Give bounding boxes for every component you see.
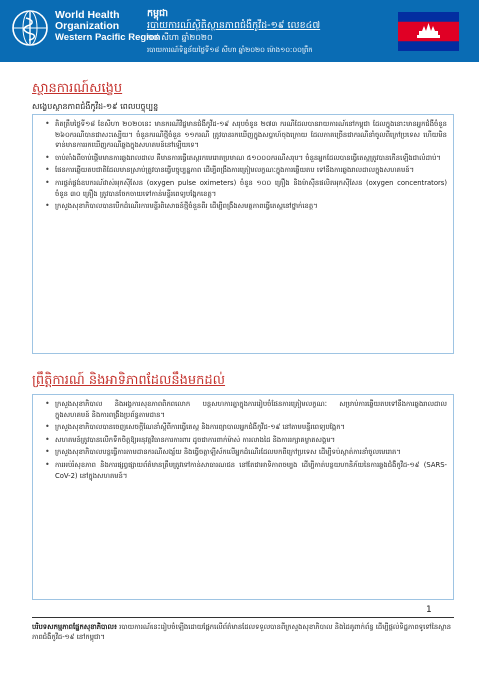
- bullet-item: • ការអប់រំសុខភាព និងការផ្សព្វផ្សាយព័ត៌មានត្រឹមត្រូវទៅកាន់សាធារណជន នៅតែជាអាទិភាពចម្បង ដើម្បីកាត់បន្ថយហានិភ័យនៃការឆ្លងជំងឺកូវីដ-១៩ (SARS-CoV-2) នៅក្នុងសហគមន៍។: [55, 460, 447, 481]
- section-subtitle-situation: សង្ខេបស្ថានភាពជំងឺកូវីដ-១៩ ពេលបច្ចុប្បន្ន: [32, 102, 159, 111]
- bullet-item: • ក្រសួងសុខាភិបាលបានបើកដំណើរការមន្ទីរពិសោធន៍ថ្មីចំនួនពីរ ដើម្បីពង្រឹងសមត្ថភាពធ្វើតេស្តនៅថ្នាក់ខេត្ត។: [55, 201, 447, 212]
- bullet-item: • ក្រសួងសុខាភិបាល និងអង្គការសុខភាពពិភពលោក បន្តសហការគ្នាក្នុងការរៀបចំផែនការត្រៀមលក្ខណៈ សម្រាប់ការឆ្លើយតបទៅនឹងការឆ្លងរាលដាលក្នុងសហគមន៍ និងការពង្រឹងប្រព័ន្ធតាមដាន។: [55, 399, 447, 420]
- country-name: កម្ពុជា: [147, 8, 169, 19]
- footnote-label: បរិបទសកម្មភាពផ្នែកសុខាភិបាល៖: [32, 623, 117, 631]
- footnote-text: របាយការណ៍នេះរៀបចំឡើងដោយផ្អែកលើព័ត៌មានដែលទទួលបានពីក្រសួងសុខាភិបាល និងដៃគូពាក់ព័ន្ធ ដើម្បីផ្តល់ទិដ្ឋភាពទូទៅនៃស្ថានភាពជំងឺកូវីដ-១៩ នៅកម្ពុជា។: [32, 623, 452, 641]
- situation-bullet-list: [55, 119, 447, 212]
- organization-name: [55, 10, 160, 43]
- events-box: [32, 394, 454, 600]
- bullet-item: • ក្រសួងសុខាភិបាលបន្តធ្វើការតាមដានករណីសង្ស័យ និងធ្វើចត្តាឡីស័កលើអ្នកដំណើរដែលមកពីក្រៅប្រទេស ដើម្បីទប់ស្កាត់ការនាំចូលមេរោគ។: [55, 447, 447, 458]
- footnote-divider: [32, 617, 454, 618]
- page-number: 1: [426, 605, 432, 615]
- report-header: [0, 0, 479, 62]
- bullet-item: • ការផ្គត់ផ្គង់ឧបករណ៍វាស់អុកស៊ីសែន (oxygen pulse oximeters) ចំនួន ១០០ គ្រឿង និងម៉ាស៊ីនផលិតអុកស៊ីសែន (oxygen concentrators) ចំនួន ៣០ គ្រឿង ត្រូវបានចែកចាយទៅកាន់មន្ទីរពេទ្យបង្អែកខេត្ត។: [55, 178, 447, 199]
- org-line-3: Western Pacific Region: [55, 32, 161, 43]
- who-emblem-icon: [10, 8, 50, 48]
- section-title-situation: ស្ថានការណ៍សង្ខេប: [32, 81, 123, 96]
- bullet-item: • ផែនការឆ្លើយតបជាតិដែលមានស្រាប់ត្រូវបានធ្វើបច្ចុប្បន្នភាព ដើម្បីពង្រឹងការត្រៀមលក្ខណៈក្នុងការឆ្លើយតប ទៅនឹងការឆ្លងរាលដាលក្នុងសហគមន៍។: [55, 165, 447, 176]
- footnote: [32, 622, 454, 642]
- section-title-events: ព្រឹត្តិការណ៍ និងអាទិភាពដែលនឹងមកដល់: [32, 373, 226, 388]
- events-bullet-list: [55, 399, 447, 481]
- bullet-item: • ក្រសួងសុខាភិបាលបានចេញសេចក្តីណែនាំស្តីពីការធ្វើតេស្ត និងការព្យាបាលអ្នកជំងឺកូវីដ-១៩ នៅតាមមន្ទីរពេទ្យបង្អែក។: [55, 422, 447, 433]
- situation-summary-box: [32, 114, 454, 354]
- header-text-block: [147, 8, 320, 56]
- data-as-of: របាយការណ៍ទិន្នន័យថ្ងៃទី១៨ សីហា ឆ្នាំ២០២០ ម៉ោង១០:០០ព្រឹក: [147, 46, 313, 54]
- bullet-item: • គិតត្រឹមថ្ងៃទី១៨ ខែសីហា ២០២០នេះ មានករណីវិជ្ជមានជំងឺកូវីដ-១៩ សរុបចំនួន ២៧៣ ករណីដែលបានរាយការណ៍នៅកម្ពុជា ដែលក្នុងនោះមានអ្នកជំងឺចំនួន ២៦០ករណីបានជាសះស្បើយ។ ចំនួនករណីថ្មីចំនួន ១១ករណី ត្រូវបានរកឃើញក្នុងសប្តាហ៍ចុងក្រោយ ដែលភាគច្រើនជាករណីនាំចូលពីក្រៅប្រទេស ហើយមិនទាន់មានការរកឃើញករណីឆ្លងក្នុងសហគមន៍នៅឡើយទេ។: [55, 119, 447, 151]
- bullet-item: • ចាប់តាំងពីចាប់ផ្តើមមានការឆ្លងរាលដាល គឺមានការធ្វើតេស្តរកមេរោគប្រមាណ ៥១០០០ករណីសរុប។ ចំនួនអ្នកដែលបានធ្វើតេស្តត្រូវបានកើនឡើងជាលំដាប់។: [55, 153, 447, 164]
- report-title: របាយការណ៍ស្ថិតិស្ថានភាពជំងឺកូវីដ-១៩ លេខ៤៧: [147, 20, 321, 31]
- bullet-item: • សហគមន៍ត្រូវបានលើកទឹកចិត្តឱ្យអនុវត្តវិធានការការពារ ដូចជាការពាក់ម៉ាស់ ការលាងដៃ និងការរក្សាគម្លាតសង្គម។: [55, 435, 447, 446]
- report-date: ១៨ សីហា ឆ្នាំ២០២០: [147, 33, 213, 42]
- org-line-1: World Health: [55, 9, 120, 21]
- org-line-2: Organization: [55, 20, 120, 32]
- cambodia-flag-icon: [398, 12, 459, 51]
